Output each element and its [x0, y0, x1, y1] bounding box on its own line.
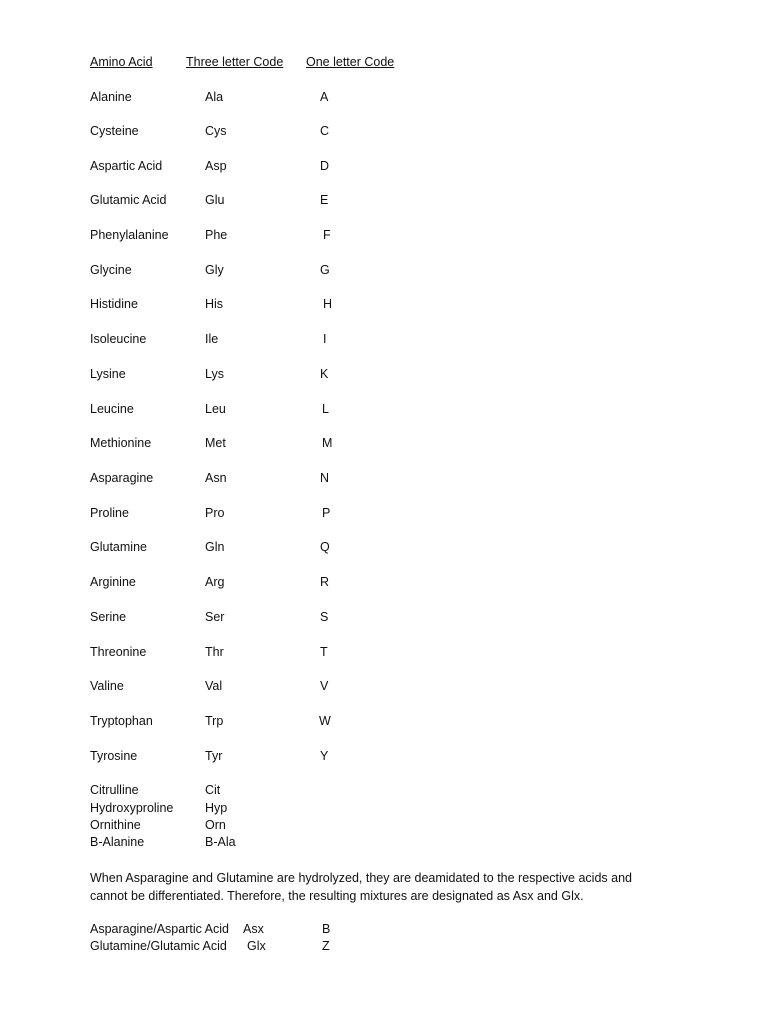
three-letter-code: Ile — [205, 332, 219, 346]
one-letter-code: V — [320, 679, 329, 693]
three-letter-code: His — [205, 297, 224, 311]
mixture-name: Glutamine/Glutamic Acid — [90, 939, 227, 953]
one-letter-code: A — [320, 90, 329, 104]
three-letter-code: Glu — [205, 193, 225, 207]
three-letter-code: Hyp — [205, 801, 228, 815]
amino-acid-name: Serine — [90, 610, 127, 624]
three-letter-code: Asp — [205, 159, 227, 173]
amino-acid-name: Isoleucine — [90, 332, 147, 346]
hydrolysis-note: When Asparagine and Glutamine are hydrolyzed, they are deamidated to the respective acids and cannot be differentiated. Therefore, the resulting mixtures are designated as Asx and Glx. — [90, 871, 632, 903]
three-letter-code: Lys — [205, 367, 224, 381]
three-letter-code: Cit — [205, 783, 221, 797]
three-letter-code: Arg — [205, 575, 225, 589]
one-letter-code: Q — [320, 540, 330, 554]
amino-acid-name: Glutamine — [90, 540, 147, 554]
amino-acid-name: Tyrosine — [90, 749, 138, 763]
amino-acid-name: Citrulline — [90, 783, 139, 797]
one-letter-code: E — [320, 193, 329, 207]
three-letter-code: Asx — [243, 922, 264, 936]
header-one-letter-code: One letter Code — [306, 55, 395, 69]
amino-acid-name: Lysine — [90, 367, 126, 381]
three-letter-code: Gly — [205, 263, 224, 277]
amino-acid-name: Methionine — [90, 436, 152, 450]
one-letter-code: D — [320, 159, 330, 173]
amino-acid-name: Cysteine — [90, 124, 139, 138]
one-letter-code: Y — [320, 749, 329, 763]
header-three-letter-code: Three letter Code — [186, 55, 284, 69]
one-letter-code: L — [322, 402, 329, 416]
amino-acid-name: Asparagine — [90, 471, 154, 485]
three-letter-code: Cys — [205, 124, 227, 138]
three-letter-code: Orn — [205, 818, 226, 832]
one-letter-code: T — [320, 645, 328, 659]
one-letter-code: C — [320, 124, 330, 138]
three-letter-code: Ala — [205, 90, 224, 104]
one-letter-code: I — [323, 332, 327, 346]
amino-acid-name: B-Alanine — [90, 835, 145, 849]
amino-acid-name: Alanine — [90, 90, 132, 104]
three-letter-code: Trp — [205, 714, 224, 728]
one-letter-code: M — [322, 436, 333, 450]
one-letter-code: G — [320, 263, 330, 277]
three-letter-code: Ser — [205, 610, 225, 624]
amino-acid-name: Tryptophan — [90, 714, 153, 728]
three-letter-code: Glx — [247, 939, 266, 953]
three-letter-code: Phe — [205, 228, 228, 242]
amino-acid-name: Hydroxyproline — [90, 801, 174, 815]
three-letter-code: Pro — [205, 506, 225, 520]
one-letter-code: P — [322, 506, 331, 520]
three-letter-code: Thr — [205, 645, 224, 659]
one-letter-code: H — [323, 297, 333, 311]
amino-acid-name: Histidine — [90, 297, 138, 311]
one-letter-code: R — [320, 575, 330, 589]
three-letter-code: B-Ala — [205, 835, 236, 849]
one-letter-code: Z — [322, 939, 330, 953]
mixture-name: Asparagine/Aspartic Acid — [90, 922, 229, 936]
one-letter-code: B — [322, 922, 331, 936]
one-letter-code: F — [323, 228, 331, 242]
three-letter-code: Gln — [205, 540, 225, 554]
three-letter-code: Tyr — [205, 749, 223, 763]
amino-acid-name: Ornithine — [90, 818, 141, 832]
one-letter-code: K — [320, 367, 329, 381]
one-letter-code: N — [320, 471, 330, 485]
one-letter-code: W — [319, 714, 331, 728]
amino-acid-name: Arginine — [90, 575, 136, 589]
amino-acid-name: Glycine — [90, 263, 132, 277]
three-letter-code: Met — [205, 436, 226, 450]
amino-acid-name: Threonine — [90, 645, 147, 659]
amino-acid-name: Proline — [90, 506, 129, 520]
amino-acid-name: Valine — [90, 679, 124, 693]
one-letter-code: S — [320, 610, 329, 624]
header-amino-acid: Amino Acid — [90, 55, 153, 69]
amino-acid-name: Aspartic Acid — [90, 159, 163, 173]
amino-acid-name: Phenylalanine — [90, 228, 169, 242]
amino-acid-name: Leucine — [90, 402, 134, 416]
three-letter-code: Val — [205, 679, 223, 693]
amino-acid-name: Glutamic Acid — [90, 193, 167, 207]
three-letter-code: Leu — [205, 402, 226, 416]
three-letter-code: Asn — [205, 471, 227, 485]
